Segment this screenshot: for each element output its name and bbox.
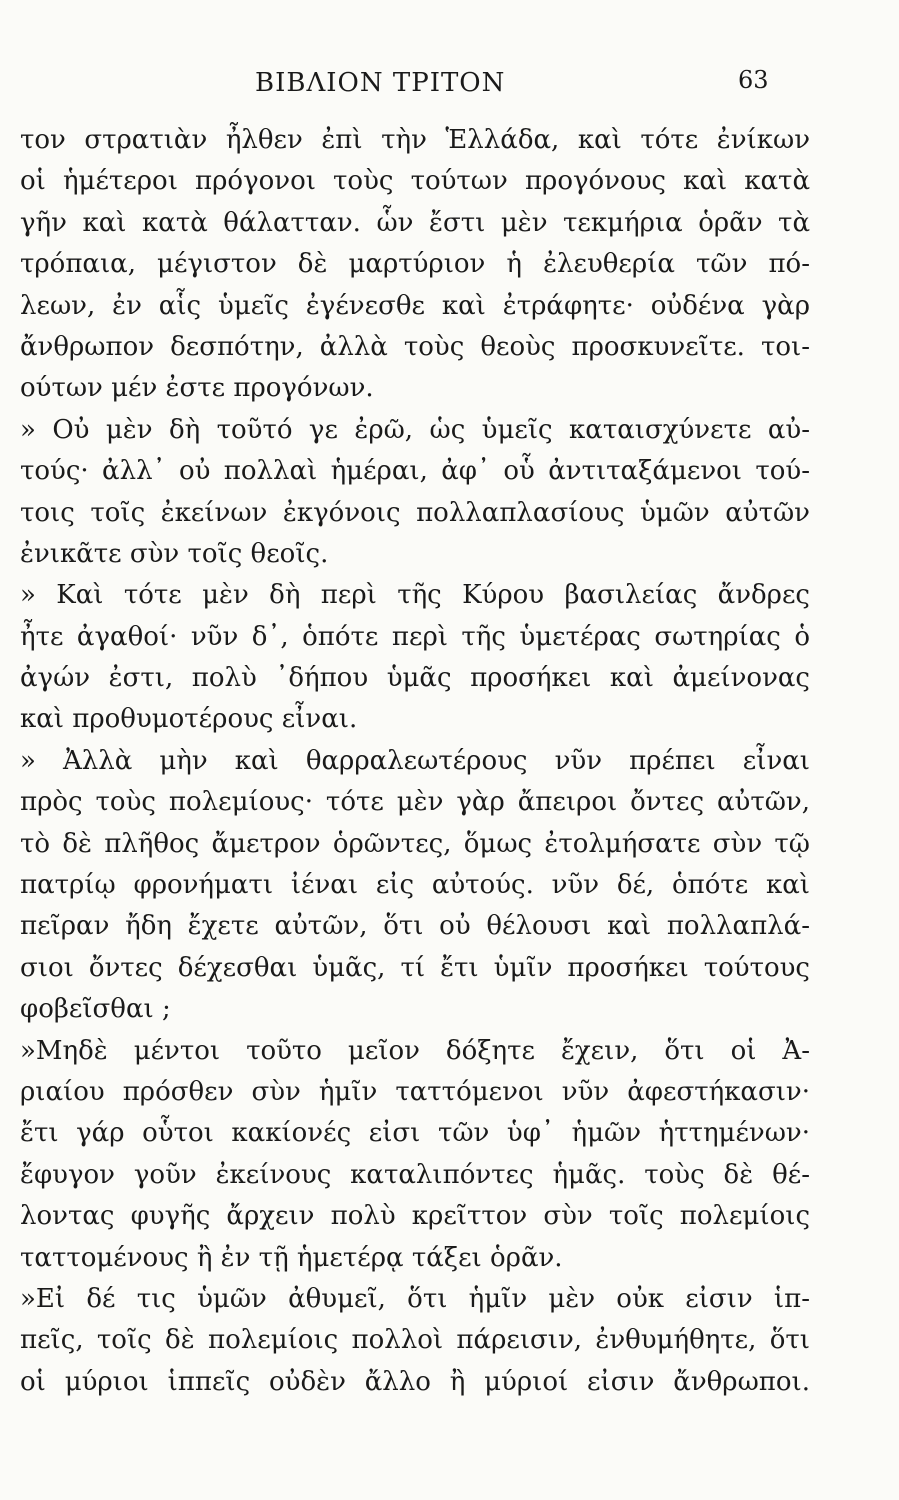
text-line: ἀγών ἐστι, πολὺ ᾽δήπου ὑμᾶς προσήκει καὶ ἀμείνονας (20, 663, 810, 694)
text-line: λοντας φυγῆς ἄρχειν πολὺ κρεῖττον σὺν τοῖς πολεμίοις (20, 1201, 810, 1232)
text-line: σιοι ὄντες δέχεσθαι ὑμᾶς, τί ἔτι ὑμῖν προσήκει τούτους (20, 952, 810, 983)
text-line: τρόπαια, μέγιστον δὲ μαρτύριον ἡ ἐλευθερία τῶν πό- (20, 249, 810, 280)
text-line: »Μηδὲ μέντοι τοῦτο μεῖον δόξητε ἔχειν, ὅτι οἱ Ἀ- (20, 1035, 810, 1066)
page-number: 63 (738, 66, 769, 94)
text-line: » Καὶ τότε μὲν δὴ περὶ τῆς Κύρου βασιλείας ἄνδρες (20, 580, 810, 611)
text-line: γῆν καὶ κατὰ θάλατταν. ὧν ἔστι μὲν τεκμήρια ὁρᾶν τὰ (20, 207, 810, 238)
text-line: πεῖς, τοῖς δὲ πολεμίοις πολλοὶ πάρεισιν, ἐνθυμήθητε, ὅτι (20, 1325, 810, 1356)
body-text (20, 120, 810, 1403)
text-line: » Ἀλλὰ μὴν καὶ θαρραλεωτέρους νῦν πρέπει εἶναι (20, 745, 810, 776)
running-head (0, 68, 899, 108)
text-line: οἱ ἡμέτεροι πρόγονοι τοὺς τούτων προγόνους καὶ κατὰ (20, 166, 810, 197)
text-line: λεων, ἐν αἷς ὑμεῖς ἐγένεσθε καὶ ἐτράφητε· οὐδένα γὰρ (20, 290, 810, 321)
text-line: οἱ μύριοι ἱππεῖς οὐδὲν ἄλλο ἢ μύριοί εἰσιν ἄνθρωποι. (20, 1366, 810, 1397)
text-line: ἐνικᾶτε σὺν τοῖς θεοῖς. (20, 538, 329, 569)
text-line: φοβεῖσθαι ; (20, 994, 171, 1025)
text-line: ἦτε ἀγαθοί· νῦν δ᾽, ὁπότε περὶ τῆς ὑμετέρας σωτηρίας ὁ (20, 621, 810, 652)
text-line: ούτων μέν ἐστε προγόνων. (20, 373, 374, 404)
text-line: ἔτι γάρ οὗτοι κακίονές εἰσι τῶν ὑφ᾽ ἡμῶν ἡττημένων· (20, 1118, 810, 1149)
text-line: τοις τοῖς ἐκείνων ἐκγόνοις πολλαπλασίους ὑμῶν αὐτῶν (20, 497, 810, 528)
running-title: ΒΙΒΛΙΟΝ ΤΡΙΤΟΝ (255, 68, 506, 98)
text-line: καὶ προθυμοτέρους εἶναι. (20, 704, 358, 735)
text-line: πεῖραν ἤδη ἔχετε αὐτῶν, ὅτι οὐ θέλουσι καὶ πολλαπλά- (20, 911, 810, 942)
text-line: πρὸς τοὺς πολεμίους· τότε μὲν γὰρ ἄπειροι ὄντες αὐτῶν, (20, 787, 810, 818)
text-line: τον στρατιὰν ἦλθεν ἐπὶ τὴν Ἑλλάδα, καὶ τότε ἐνίκων (20, 125, 810, 155)
text-line: ριαίου πρόσθεν σὺν ἡμῖν ταττόμενοι νῦν ἀφεστήκασιν· (20, 1076, 810, 1107)
text-line: ἄνθρωπον δεσπότην, ἀλλὰ τοὺς θεοὺς προσκυνεῖτε. τοι- (20, 331, 810, 362)
text-line: ταττομένους ἢ ἐν τῇ ἡμετέρᾳ τάξει ὁρᾶν. (20, 1242, 563, 1273)
text-line: πατρίῳ φρονήματι ἰέναι εἰς αὐτούς. νῦν δέ, ὁπότε καὶ (20, 870, 810, 901)
text-line: τὸ δὲ πλῆθος ἄμετρον ὁρῶντες, ὅμως ἐτολμήσατε σὺν τῷ (20, 828, 810, 859)
text-line: » Οὐ μὲν δὴ τοῦτό γε ἐρῶ, ὡς ὑμεῖς καταισχύνετε αὐ- (20, 414, 810, 445)
text-line: τούς· ἀλλ᾽ οὐ πολλαὶ ἡμέραι, ἀφ᾽ οὗ ἀντιταξάμενοι τού- (20, 456, 810, 487)
text-line: »Εἰ δέ τις ὑμῶν ἀθυμεῖ, ὅτι ἡμῖν μὲν οὐκ εἰσιν ἱπ- (20, 1283, 810, 1314)
text-line: ἔφυγον γοῦν ἐκείνους καταλιπόντες ἡμᾶς. τοὺς δὲ θέ- (20, 1159, 810, 1190)
